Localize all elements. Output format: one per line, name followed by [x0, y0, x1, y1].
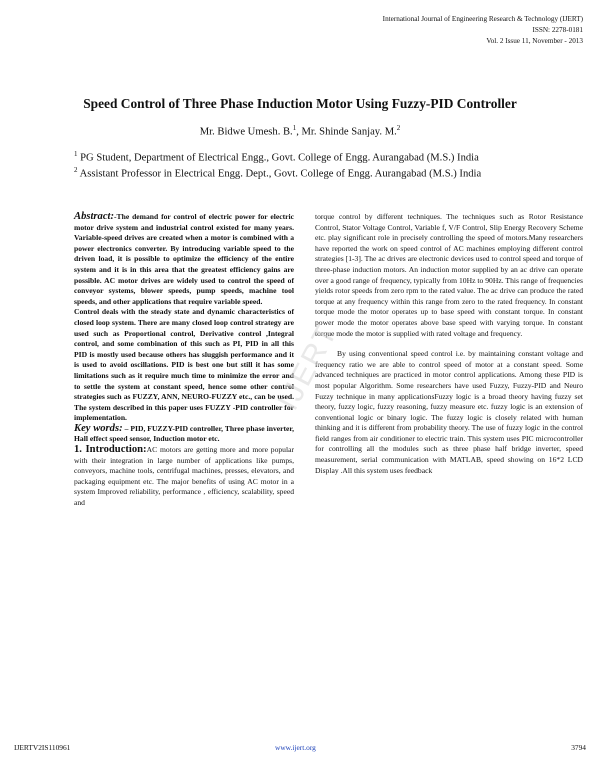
affiliation-2-text: Assistant Professor in Electrical Engg. Dept., Govt. College of Engg. Aurangabad (M.S.) India — [79, 168, 482, 180]
intro-heading: 1. Introduction: — [74, 444, 147, 456]
right-column — [315, 212, 583, 476]
author-1: Mr. Bidwe Umesh. B. — [199, 126, 293, 138]
footer-paper-id: IJERTV2IS110961 — [14, 743, 71, 752]
footer-website-link[interactable]: www.ijert.org — [275, 743, 316, 752]
intro-paragraph-right-1: torque control by different techniques. The techniques such as Rotor Resistance Control, Stator Voltage Control, Variable f, V/F Control, Slip Energy Recovery Scheme etc. play significant role in precisely controlling the speed of motors.Many researchers have reported the work on speed control of AC machines employing different control strategies [1-3]. The ac drives are electronic devices used to control speed and torque of three-phase induction motors. An induction motor supplied by an ac drive can operate over a good range of frequency, typically from 10Hz to 90Hz. This range of frequencies yields rotor speeds from zero rpm to the rated value. The ac drive can produce the rated torque at any frequency within this range from zero to the rated frequency. In constant torque mode the motor operates up to base speed with constant torque. In constant power mode the motor operates above base speed with varying torque. In constant torque mode the motor is supplied with rated voltage and frequency. — [315, 212, 583, 338]
journal-issn: ISSN: 2278-0181 — [532, 26, 583, 34]
paper-title: Speed Control of Three Phase Induction Motor Using Fuzzy-PID Controller — [83, 96, 517, 111]
affiliation-1 — [74, 150, 574, 164]
author-1-sup: 1 — [292, 124, 297, 132]
journal-name: International Journal of Engineering Research & Technology (IJERT) — [382, 15, 583, 23]
author-line — [0, 124, 600, 138]
abstract-label: Abstract: — [74, 211, 115, 222]
keywords-label: Key words: — [74, 422, 123, 434]
keywords — [74, 424, 294, 445]
intro-text-left: AC motors are getting more and more popular with their integration in large number of applications like pumps, conveyors, machine tools, centrifugal machines, presses, elevators, and packaging equipment etc. The major benefits of using AC motor in a system Improved reliability, performance , efficiency, scalability, speed and — [74, 445, 294, 508]
affiliation-2 — [74, 166, 574, 180]
intro-paragraph-left — [74, 445, 294, 509]
affiliation-1-sup: 1 — [74, 150, 78, 158]
affiliation-1-text: PG Student, Department of Electrical Engg., Govt. College of Engg. Aurangabad (M.S.) India — [80, 152, 479, 164]
author-2-sup: 2 — [396, 124, 401, 132]
keywords-text: – PID, FUZZY-PID controller, Three phase inverter, Hall effect speed sensor, Induction motor etc. — [74, 423, 294, 444]
left-column — [74, 212, 294, 509]
affiliation-2-sup: 2 — [74, 166, 78, 174]
journal-volume: Vol. 2 Issue 11, November - 2013 — [486, 37, 583, 45]
intro-paragraph-right-2: By using conventional speed control i.e. by maintaining constant voltage and frequency ratio we are able to control speed of motor at a constant speed. Some advanced techniques are practiced in motor control applications. Among these PID is most popular Algorithm. Some researchers have used Fuzzy, Fuzzy-PID and Neuro Fuzzy technique in many applicationsFuzzy logic is a broad theory having fuzzy set theory, fuzzy logic, fuzzy reasoning, fuzzy measure etc. fuzzy logic is an extension of conventional logic or binary logic. The fuzzy logic is closely related with human thinking and it is different from probability theory. The use of fuzzy logic in the control field ranges from air conditioner to electric train. This system uses PIC microcontroller for controlling all the modules such as three phase half bridge inverter, speed measurement, serial communication with MATLAB, speed showing on 16*2 LCD Display .All this system uses feedback — [315, 349, 583, 475]
author-2: Mr. Shinde Sanjay. M. — [301, 126, 397, 138]
abstract-paragraph-1 — [74, 212, 294, 307]
footer-page-number: 3794 — [571, 743, 586, 752]
author-separator: , — [296, 126, 302, 138]
ijert-watermark: IJERT — [271, 318, 345, 416]
journal-header — [293, 14, 583, 47]
abstract-text-1: -The demand for control of electric power for electric motor drive system and industrial control existed for many years. Variable-speed drives are created when a motor is combined with a power electronics converter. By introducing variable speed to the driven load, it is possible to optimize the efficiency of the entire system and it is in this area that the greatest efficiency gains are possible. AC motor drives are widely used to control the speed of conveyor systems, blower speeds, pump speeds, machine tool speeds, and other applications that require variable speed. — [74, 212, 294, 306]
abstract-paragraph-2: Control deals with the steady state and dynamic characteristics of closed loop system. There are many closed loop control strategy are used such as Proportional control, Derivative control ,Integral control, and some combination of this such as PI, PID in all this PID is mostly used because others has sluggish performance and it is used to avoid oscillations. PID is best one but still it has some limitations such as it require much time to minimize the error and to settle the system at constant speed, hence some other control strategies such as FUZZY, ANN, NEURO-FUZZY etc., can be used. The system described in this paper uses FUZZY -PID controller for implementation. — [74, 307, 294, 423]
